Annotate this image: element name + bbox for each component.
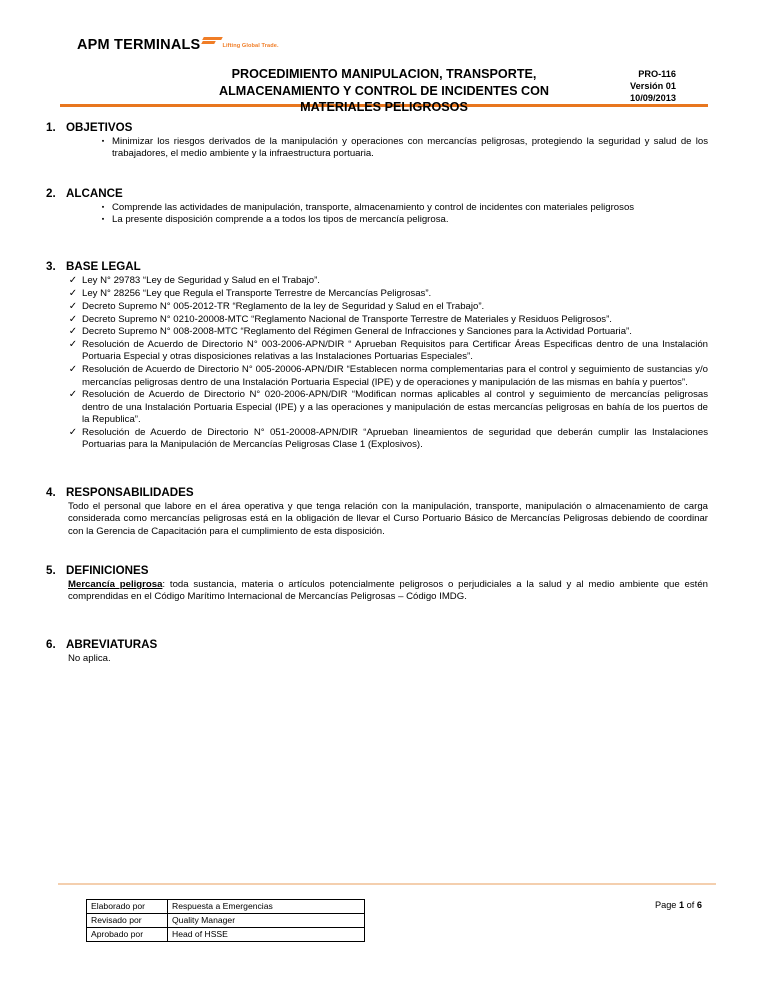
document-header — [40, 0, 728, 114]
list-item — [64, 389, 710, 426]
check-bullet-icon: ✓ — [68, 313, 78, 325]
spacer — [42, 452, 710, 486]
signoff-value: Respuesta a Emergencias — [168, 900, 365, 914]
apm-terminals-logo — [77, 37, 279, 53]
section-alcance — [42, 187, 710, 227]
responsabilidades-paragraph: Todo el personal que labore en el área operativa y que tenga relación con la manipulación, transporte, manipulación o almacenamiento de carga considerada como mercancías peligrosas está en la obligación de llevar el Curso Portuario Básico de Mercancías Peligrosas debiendo de coordinar con la Gerencia de Capacitación para el cumplimiento de esta disposición. — [68, 500, 708, 537]
spacer — [42, 161, 710, 187]
list-item — [64, 364, 710, 389]
document-title-line-3: MATERIALES PELIGROSOS — [300, 100, 468, 114]
spacer — [42, 226, 710, 260]
section-heading — [42, 564, 710, 577]
list-item-text: Ley N° 28256 “Ley que Regula el Transporte Terrestre de Mercancías Peligrosas”. — [82, 287, 432, 299]
section-definiciones — [42, 564, 710, 604]
signoff-table — [86, 899, 365, 942]
document-code: PRO-116 — [638, 69, 676, 79]
table-row — [87, 914, 365, 928]
logo-wordmark: APM TERMINALS — [77, 37, 201, 53]
check-bullet-icon: ✓ — [68, 275, 78, 287]
square-bullet-icon: ▪ — [101, 215, 105, 223]
section-title: ALCANCE — [66, 186, 123, 200]
list-item-text: Ley N° 29783 “Ley de Seguridad y Salud en el Trabajo”. — [82, 275, 320, 287]
list-item-text: La presente disposición comprende a a todos los tipos de mercancía peligrosa. — [112, 213, 449, 225]
section-base-legal — [42, 260, 710, 451]
abreviaturas-paragraph: No aplica. — [68, 652, 111, 664]
list-item — [64, 301, 710, 313]
section-number: 6. — [46, 637, 56, 651]
alcance-list — [94, 202, 710, 227]
square-bullet-icon: ▪ — [101, 138, 105, 145]
table-row — [87, 928, 365, 942]
list-item — [64, 427, 710, 452]
document-date: 10/09/2013 — [630, 93, 676, 104]
page-prefix: Page — [654, 900, 679, 910]
section-heading — [42, 486, 710, 499]
section-heading — [42, 187, 710, 200]
objetivos-list — [94, 136, 710, 161]
signoff-label: Elaborado por — [87, 900, 168, 914]
check-bullet-icon: ✓ — [68, 389, 78, 401]
list-item-text: Resolución de Acuerdo de Directorio N° 020-2006-APN/DIR “Modifican normas aplicables al control y seguimiento de mercancías peligrosas dentro de una Instalación Portuaria Especial (IPE) y a las operaciones y manipulación de estas mercancías peligrosas en bahía de los puertos de la Republica”. — [82, 389, 708, 425]
spacer — [42, 538, 710, 564]
section-responsabilidades — [42, 486, 710, 538]
page-current: 1 — [678, 900, 685, 910]
check-bullet-icon: ✓ — [68, 339, 78, 351]
page-total: 6 — [696, 900, 702, 910]
table-row — [87, 900, 365, 914]
check-bullet-icon: ✓ — [68, 326, 78, 338]
list-item-text: Minimizar los riesgos derivados de la manipulación y operaciones con mercancías peligrosas, protegiendo la seguridad y salud de los trabajadores, el medio ambiente y la infraestructura portuaria. — [112, 136, 708, 160]
list-item-text: Decreto Supremo N° 008-2008-MTC “Reglamento del Régimen General de Infracciones y Sanciones para la Actividad Portuaria”. — [82, 326, 632, 338]
list-item — [94, 202, 710, 214]
section-heading — [42, 638, 710, 651]
base-legal-list — [64, 275, 710, 451]
spacer — [42, 604, 710, 638]
document-version: Versión 01 — [630, 81, 676, 92]
section-heading — [42, 260, 710, 273]
check-bullet-icon: ✓ — [68, 364, 78, 376]
definiciones-paragraph — [68, 579, 710, 604]
section-title: DEFINICIONES — [66, 564, 149, 578]
list-item — [64, 326, 710, 338]
section-number: 1. — [46, 121, 56, 134]
page-number — [655, 899, 702, 912]
signoff-value: Head of HSSE — [168, 928, 365, 942]
section-number: 3. — [46, 260, 56, 274]
list-item — [64, 288, 710, 300]
list-item — [64, 314, 710, 326]
section-abreviaturas — [42, 638, 710, 665]
signoff-value: Quality Manager — [168, 914, 365, 928]
list-item-text: Resolución de Acuerdo de Directorio N° 051-20008-APN/DIR “Aprueban lineamientos de seguridad que deberán cumplir las Instalaciones Portuarias para la Manipulación de Mercancías Peligrosas Clase 1 (Explosivos). — [82, 426, 708, 451]
signoff-label: Revisado por — [87, 914, 168, 928]
footer-divider — [58, 883, 716, 885]
list-item — [64, 275, 710, 287]
signoff-label: Aprobado por — [87, 928, 168, 942]
section-title: RESPONSABILIDADES — [66, 485, 194, 499]
defined-term: Mercancía peligrosa — [68, 579, 163, 591]
section-title: BASE LEGAL — [66, 260, 141, 274]
section-objetivos — [42, 121, 710, 161]
footer-row — [58, 899, 716, 942]
list-item — [94, 136, 710, 161]
list-item-text: Resolución de Acuerdo de Directorio N° 005-20006-APN/DIR “Establecen norma complementarias para el control y seguimiento de sustancias y/o mercancías peligrosas dentro de una Instalación Portuaria Especial (IPE) y de operaciones y manipulación de las mismas en bahía y puertos”. — [82, 364, 708, 388]
list-item-text: Decreto Supremo N° 0210-20008-MTC “Reglamento Nacional de Transporte Terrestre de Materiales y Residuos Peligrosos”. — [82, 313, 612, 325]
section-number: 4. — [46, 485, 56, 499]
list-item-text: Decreto Supremo N° 005-2012-TR “Reglamento de la ley de Seguridad y Salud en el Trabajo”. — [82, 300, 485, 312]
document-footer — [0, 883, 768, 942]
section-title: OBJETIVOS — [66, 121, 133, 134]
section-number: 5. — [46, 564, 56, 578]
section-heading — [42, 121, 710, 134]
document-title-line-2: ALMACENAMIENTO Y CONTROL DE INCIDENTES CON — [218, 83, 550, 98]
document-title-line-1: PROCEDIMIENTO MANIPULACION, TRANSPORTE, — [231, 67, 537, 81]
list-item-text: Resolución de Acuerdo de Directorio N° 003-2006-APN/DIR “ Aprueban Requisitos para Certificar Áreas Especificas dentro de una Instalación Portuaria Especial y otras disposiciones relativas a las Instalaciones Portuarias Especiales”. — [82, 339, 708, 363]
document-metadata — [630, 68, 676, 105]
list-item — [64, 339, 710, 364]
section-title: ABREVIATURAS — [66, 637, 158, 651]
square-bullet-icon: ▪ — [101, 203, 105, 211]
logo-slashes-icon — [201, 36, 279, 52]
check-bullet-icon: ✓ — [68, 426, 78, 438]
page-middle: of — [684, 900, 697, 910]
list-item — [94, 214, 710, 226]
check-bullet-icon: ✓ — [68, 300, 78, 312]
definition-text: : toda sustancia, materia o artículos potencialmente peligrosos o perjudiciales a la salud y al medio ambiente que estén comprendidas en el Código Marítimo Internacional de Mercancías Peligrosas – Código IMDG. — [68, 579, 708, 603]
logo-tagline: Lifting Global Trade. — [222, 43, 279, 49]
section-number: 2. — [46, 186, 56, 200]
document-body — [40, 121, 728, 665]
check-bullet-icon: ✓ — [68, 287, 78, 299]
list-item-text: Comprende las actividades de manipulación, transporte, almacenamiento y control de incidentes con materiales peligrosos — [112, 201, 635, 213]
